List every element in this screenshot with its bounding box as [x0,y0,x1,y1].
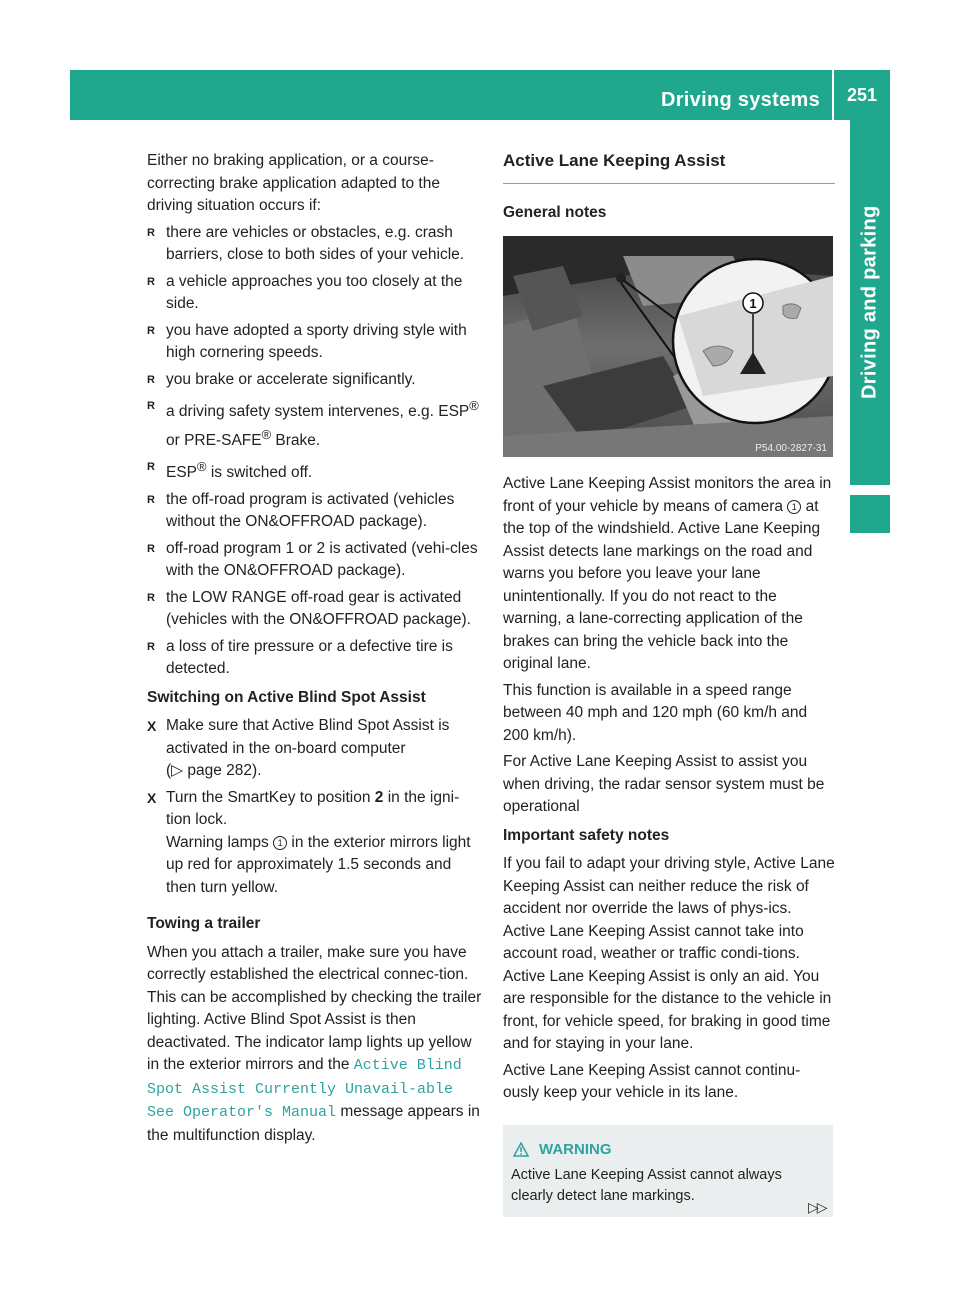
camera-figure [503,236,833,457]
intro-paragraph: Either no braking application, or a course-correcting brake application adapted to the driving situation occurs if: [147,152,440,214]
bullet-icon: R [147,461,155,474]
warning-text: Active Lane Keeping Assist cannot always clearly detect lane markings. [511,1167,782,1204]
warning-label: WARNING [539,1140,612,1158]
list-item: R off-road program 1 or 2 is activated (vehi-cles with the ON&OFFROAD package). [147,538,482,583]
continue-icon: ▷▷ [808,1199,826,1215]
list-item: R a loss of tire pressure or a defective tire is detected. [147,636,482,681]
chapter-tab [850,495,890,533]
chapter-label: Driving and parking [858,205,881,400]
list-item: R there are vehicles or obstacles, e.g. crash barriers, close to both sides of your vehicle. [147,222,482,267]
callout-1-icon: 1 [787,500,801,514]
list-item: R you have adopted a sporty driving style with high cornering speeds. [147,320,482,365]
camera-illustration [503,236,833,457]
bullet-icon: R [147,324,155,337]
speed-range-paragraph: This function is available in a speed range between 40 mph and 120 mph (60 km/h and 200 km/h). [503,681,808,744]
radar-paragraph: For Active Lane Keeping Assist to assist you when driving, the radar sensor system must be operational [503,753,825,815]
callout-1-icon: 1 [273,836,287,850]
header-bar [70,70,890,120]
list-item: R you brake or accelerate significantly. [147,369,482,392]
bullet-icon: R [147,493,155,506]
list-item: R the off-road program is activated (vehicles without the ON&OFFROAD package). [147,489,482,534]
general-notes-heading: General notes [503,203,607,221]
step-icon: X [147,718,157,735]
step-item: X Make sure that Active Blind Spot Assist is activated in the on-board computer (▷ page 282). [147,715,482,783]
safety-heading: Important safety notes [503,826,670,844]
warning-triangle-icon [513,1142,529,1157]
section-title: Active Lane Keeping Assist [503,150,835,184]
safety-paragraph: If you fail to adapt your driving style, Active Lane Keeping Assist can neither reduce the risk of accident nor override the laws of phys-ics. Active Lane Keeping Assist cannot take into account road, weather or traffic condi-tions. Active Lane Keeping Assist is only an aid. You are responsible for the distance to the vehicle in front, for vehicle speed, for braking in good time and for staying in your lane. [503,855,835,1052]
header-section-title: Driving systems [661,70,834,120]
figure-code: P54.00-2827-31 [755,443,827,454]
display-message: Active Blind Spot Assist Currently Unavail‐able See Operator's Manual [147,1057,462,1122]
bullet-icon: R [147,373,155,386]
bullet-icon: R [147,542,155,555]
page-reference-link[interactable]: (▷ page 282). [166,762,262,780]
warning-box [503,1125,833,1218]
bullet-icon: R [147,640,155,653]
list-item: R a driving safety system intervenes, e.g. ESP® or PRE-SAFE® Brake. [147,395,482,452]
step-item: X Turn the SmartKey to position 2 in the igni-tion lock. Warning lamps 1 in the exterior mirrors light up red for approximately 1.5 seconds and then turn yellow. [147,787,482,900]
bullet-icon: R [147,591,155,604]
page-number: 251 [846,85,878,105]
bullet-icon: R [147,226,155,239]
towing-heading: Towing a trailer [147,915,261,933]
bullet-icon: R [147,400,155,412]
list-item: R the LOW RANGE off-road gear is activated (vehicles with the ON&OFFROAD package). [147,587,482,632]
list-item: R ESP® is switched off. [147,456,482,485]
right-column [503,150,835,1217]
bullet-icon: R [147,275,155,288]
figure-callout-label: 1 [749,296,757,311]
towing-paragraph: When you attach a trailer, make sure you have correctly established the electrical connec-tion. This can be accomplished by checking the trailer lighting. Active Blind Spot Assist is then deactivated. The indicator lamp lights up yellow in the exterior mirrors and the Active Blind Spot Assist Currently Unavail‐able See Operator's Manual message appears in the multifunction display. [147,943,482,1144]
step-icon: X [147,789,157,806]
limitation-paragraph: Active Lane Keeping Assist cannot continu-ously keep your vehicle in its lane. [503,1061,801,1101]
description-paragraph: Active Lane Keeping Assist monitors the area in front of your vehicle by means of camera 1 at the top of the windshield. Active Lane Keeping Assist detects lane markings on the road and warns you before you leave your lane unintentionally. If you do not react to the warning, a lane-correcting application of the brakes can bring the vehicle back into the original lane. [503,475,832,672]
left-column [147,150,482,1151]
switching-heading: Switching on Active Blind Spot Assist [147,688,426,706]
list-item: R a vehicle approaches you too closely at the side. [147,271,482,316]
